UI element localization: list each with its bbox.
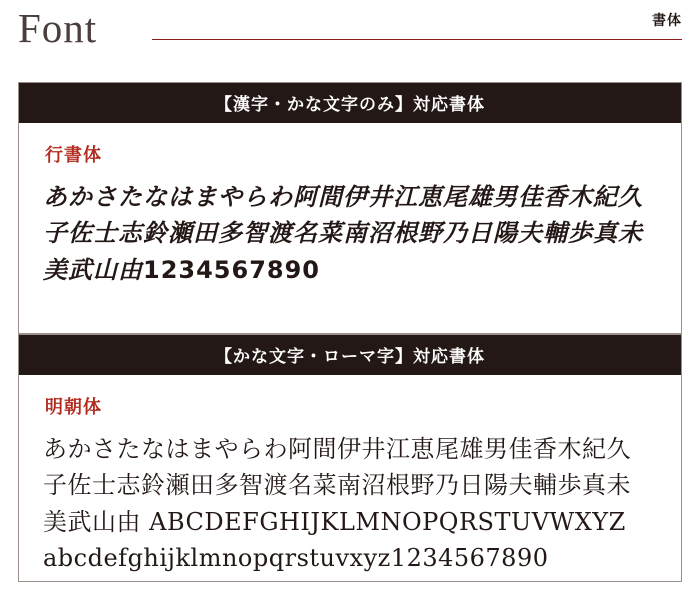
style-name-gyosho: 行書体 xyxy=(45,145,102,166)
sample-lowercase: abcdefghijklmnopqrstuvxyz xyxy=(43,544,391,573)
sample-text-gyosho xyxy=(43,179,659,288)
sample-line-lowercase-digits xyxy=(43,540,659,576)
font-panel-gyosho xyxy=(18,82,682,334)
header-subtitle: 書体 xyxy=(652,12,682,28)
header-divider xyxy=(152,39,682,40)
sample-text-mincho xyxy=(43,431,659,577)
style-name-mincho: 明朝体 xyxy=(45,397,102,418)
sample-uppercase: ABCDEFGHIJKLMNOPQRSTUVWXYZ xyxy=(149,507,626,536)
panel-heading-kanji-kana: 【漢字・かな文字のみ】対応書体 xyxy=(19,83,681,123)
page-header xyxy=(0,0,700,70)
sample-line-with-digits xyxy=(43,252,659,288)
panel-body-gyosho xyxy=(19,123,681,298)
sample-line: 子佐士志鈴瀬田多智渡名菜南沼根野乃日陽夫輔歩真未 xyxy=(43,218,643,248)
sample-line-text: 美武山由 xyxy=(43,254,143,284)
sample-line-with-uppercase xyxy=(43,504,659,540)
panel-heading-kana-roman: 【かな文字・ローマ字】対応書体 xyxy=(19,335,681,375)
sample-line: 子佐士志鈴瀬田多智渡名菜南沼根野乃日陽夫輔歩真未 xyxy=(43,471,631,500)
sample-digits: 1234567890 xyxy=(390,544,549,573)
sample-line-text: 美武山由 xyxy=(43,507,141,536)
sample-line: あかさたなはまやらわ阿間伊井江恵尾雄男佳香木紀久 xyxy=(43,435,631,463)
sample-line: あかさたなはまやらわ阿間伊井江恵尾雄男佳香木紀久 xyxy=(43,182,643,211)
panel-body-mincho xyxy=(19,375,681,587)
font-panel-mincho xyxy=(18,334,682,582)
page-title: Font xyxy=(18,5,98,51)
sample-digits: 1234567890 xyxy=(143,255,320,284)
